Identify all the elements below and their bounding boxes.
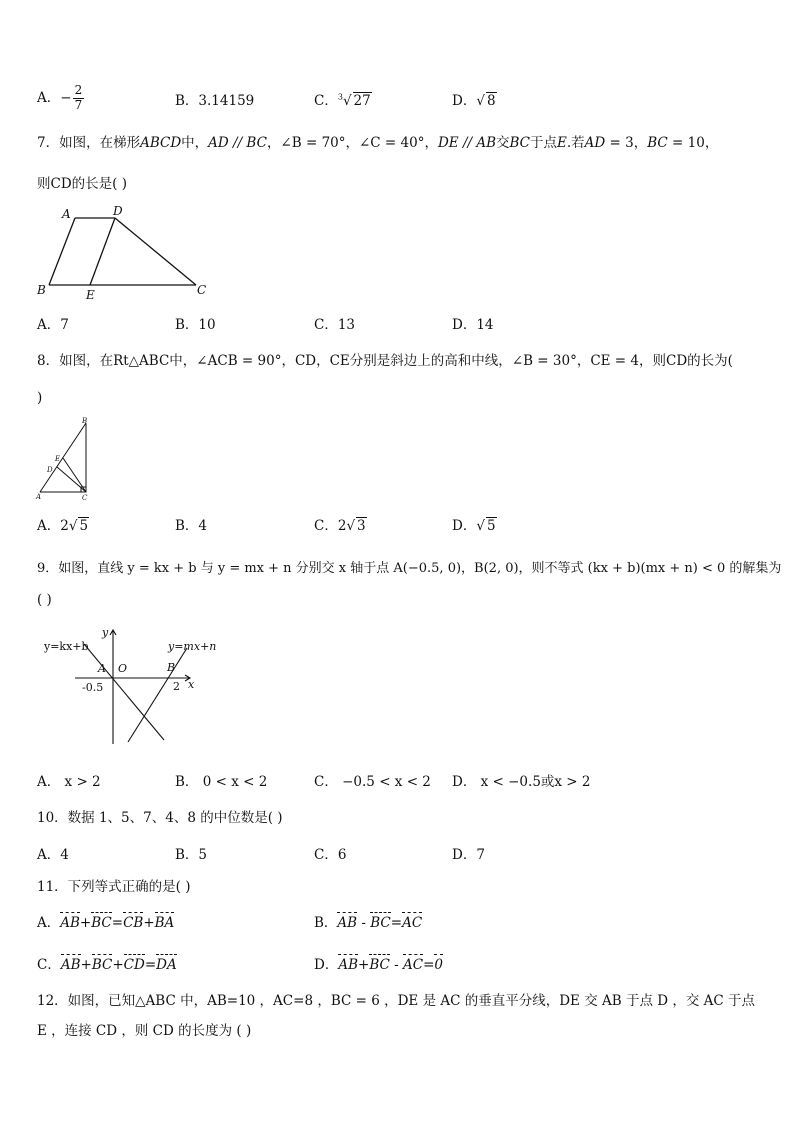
option-label: B． [314, 915, 338, 931]
option-label: A． [37, 89, 61, 106]
q8-triangle-figure [34, 417, 98, 503]
label-right-line: y=mx+n [168, 640, 217, 653]
label-e: E [86, 288, 95, 302]
label-a: A [62, 207, 71, 221]
q11-stem: 11．下列等式正确的是( ) [37, 879, 191, 895]
vector: BC [369, 957, 390, 973]
text: .若 [566, 135, 585, 151]
radical-sign: √ [342, 93, 352, 109]
radicand: 3 [357, 518, 366, 534]
q11-option-c[interactable]: C．AB+BC+CD=DA [37, 957, 177, 973]
zero-vector: 0 [434, 957, 443, 973]
math: DE // AB [437, 135, 496, 151]
vector: BC [91, 957, 113, 973]
vector: AC [402, 915, 423, 931]
q10-option-d[interactable]: D．7 [452, 847, 485, 863]
math: ABCD [140, 135, 182, 151]
edge-dc [115, 218, 196, 285]
q7-option-d[interactable]: D．14 [452, 317, 494, 333]
coefficient: 2 [337, 518, 347, 534]
q8-option-b[interactable]: B．4 [175, 518, 208, 534]
label-c: C [197, 283, 207, 297]
option-text: B．3.14159 [175, 93, 255, 109]
vector: AB [60, 957, 81, 973]
vector: AC [402, 957, 424, 973]
radicand: 5 [79, 518, 89, 534]
q6-option-b[interactable] [175, 89, 254, 109]
q6-option-a[interactable] [37, 84, 85, 113]
option-label: A． [37, 915, 61, 931]
text: 于点 [530, 135, 558, 151]
option-label: D． [452, 518, 477, 534]
q7-trapezoid-figure [34, 203, 214, 303]
q9-graph-figure [40, 622, 230, 750]
label-d: D [47, 466, 53, 474]
q7-stem-line1 [37, 131, 718, 151]
option-label: C． [37, 957, 61, 973]
q8-option-d[interactable] [452, 514, 497, 534]
text: 7．如图，在梯形 [37, 135, 141, 151]
label-x-axis: x [188, 678, 195, 691]
q8-option-c[interactable] [314, 514, 367, 534]
q7-option-c[interactable]: C．13 [314, 317, 356, 333]
text: = 10， [667, 135, 719, 151]
vector: AB [338, 957, 358, 973]
q10-option-c[interactable]: C．6 [314, 847, 347, 863]
option-label: C． [314, 518, 338, 534]
label-origin: O [118, 662, 128, 675]
math: AD [584, 135, 606, 151]
label-c: C [82, 494, 88, 502]
minus-sign: − [60, 89, 72, 106]
q9-option-a[interactable]: A． x > 2 [37, 774, 101, 790]
q6-option-c[interactable] [314, 89, 372, 109]
edge-ab [49, 218, 75, 285]
text: ，∠B = 70°，∠C = 40°， [266, 135, 438, 151]
option-label: C． [314, 93, 338, 109]
label-left-line: y=kx+b [44, 640, 89, 653]
q8-stem-line2: ) [37, 390, 43, 406]
q9-option-c[interactable]: C． −0.5 < x < 2 [314, 774, 431, 790]
vector: BA [154, 915, 175, 931]
option-label: D． [314, 957, 339, 973]
radical-sign: √ [346, 518, 356, 534]
tick-two: 2 [173, 680, 180, 693]
root-index: 3 [337, 92, 343, 102]
radical-sign: √ [476, 518, 485, 534]
q7-option-b[interactable]: B．10 [175, 317, 216, 333]
q12-stem-line1: 12．如图，已知△ABC 中，AB=10 ，AC=8 ，BC = 6 ，DE 是 AC 的垂直平分线，DE 交 AB 于点 D ，交 AC 于点 [37, 993, 756, 1009]
option-label: D． [452, 93, 477, 109]
text: 交 [496, 135, 510, 151]
edge-de [90, 218, 115, 285]
label-b: B [82, 417, 88, 425]
vector: AB [60, 915, 80, 931]
q9-stem-line2: ( ) [37, 592, 52, 608]
label-point-a: A [98, 662, 106, 675]
denominator: 7 [74, 97, 83, 112]
vector: CD [123, 957, 145, 973]
numerator: 2 [74, 83, 83, 97]
q10-option-b[interactable]: B．5 [175, 847, 208, 863]
math: BC [509, 135, 531, 151]
option-label: A． [37, 518, 61, 534]
q9-option-b[interactable]: B． 0 < x < 2 [175, 774, 268, 790]
math: E [557, 135, 567, 151]
line-mx-n [128, 648, 187, 742]
coefficient: 2 [60, 518, 69, 534]
q8-option-a[interactable] [37, 514, 89, 534]
vector: DA [156, 957, 177, 973]
vector: CB [123, 915, 144, 931]
radical-sign: √ [476, 93, 485, 109]
vector: BC [91, 915, 112, 931]
fraction [73, 84, 85, 113]
label-y-axis: y [102, 626, 109, 639]
q10-stem: 10．数据 1、5、7、4、8 的中位数是( ) [37, 810, 283, 826]
text: 中， [181, 135, 209, 151]
text: = 3， [605, 135, 648, 151]
label-a: A [36, 493, 42, 501]
q9-option-d[interactable]: D． x < −0.5或x > 2 [452, 774, 591, 790]
q12-stem-line2: E ，连接 CD ，则 CD 的长度为 ( ) [37, 1023, 252, 1039]
vector: AB [337, 915, 358, 931]
q10-option-a[interactable]: A．4 [37, 847, 69, 863]
label-e: E [55, 455, 61, 463]
math: BC [647, 135, 668, 151]
label-b: B [37, 283, 46, 297]
radicand: 5 [486, 518, 496, 534]
q8-stem-line1: 8．如图，在Rt△ABC中，∠ACB = 90°，CD，CE分别是斜边上的高和中线，∠B = 30°，CE = 4，则CD的长为( [37, 353, 733, 369]
q7-option-a[interactable]: A．7 [37, 317, 69, 333]
q11-option-d[interactable]: D．AB+BC - AC=0 [314, 957, 443, 973]
label-point-b: B [167, 661, 176, 674]
radicand: 8 [486, 93, 496, 109]
vector: BC [370, 915, 391, 931]
radicand: 27 [353, 93, 371, 109]
q7-stem-line2: 则CD的长是( ) [37, 176, 127, 192]
q11-option-a[interactable]: A．AB+BC=CB+BA [37, 915, 175, 931]
radical-sign: √ [68, 518, 78, 534]
q11-option-b[interactable]: B．AB - BC=AC [314, 915, 423, 931]
q9-stem-line1: 9．如图，直线 y = kx + b 与 y = mx + n 分别交 x 轴于点 A(−0.5, 0)，B(2, 0)，则不等式 (kx + b)(mx + n) < 0 的解集为 [37, 561, 782, 576]
label-d: D [113, 204, 123, 218]
tick-neg-half: -0.5 [82, 681, 104, 694]
q6-option-d[interactable] [452, 89, 497, 109]
math: AD // BC [208, 135, 267, 151]
